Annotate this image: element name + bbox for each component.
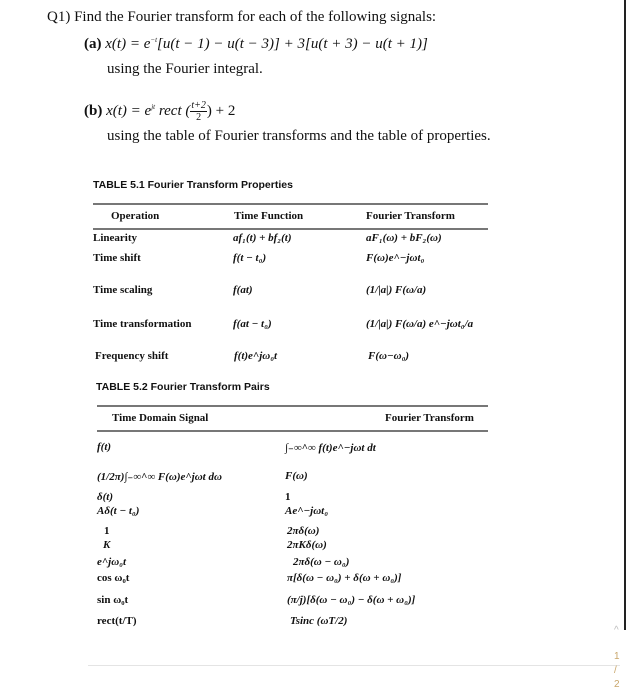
- table1-cell: F(ω−ω₀): [368, 350, 410, 362]
- table1-cell: aF₁(ω) + bF₂(ω): [366, 232, 442, 244]
- table2-cell: Aδ(t − t₀): [97, 505, 140, 517]
- exponent: −t: [150, 36, 158, 44]
- part-a-instruction: using the Fourier integral.: [107, 61, 263, 77]
- exponent: jt: [151, 102, 156, 111]
- table1-cell: f(t − t₀): [233, 252, 267, 264]
- table2-title: TABLE 5.2 Fourier Transform Pairs: [96, 381, 270, 393]
- table2-cell: 2πKδ(ω): [287, 539, 327, 551]
- table2-header-fourier-transform: Fourier Transform: [385, 412, 474, 424]
- table2-header-time-domain: Time Domain Signal: [112, 412, 209, 424]
- table2-cell: rect(t/T): [97, 615, 137, 627]
- table2-cell: 2πδ(ω − ω₀): [293, 556, 350, 568]
- table1-cell: af₁(t) + bf₂(t): [233, 232, 292, 244]
- table1-cell: Frequency shift: [95, 350, 169, 362]
- table1-cell: f(t)e^jω₀t: [234, 350, 278, 362]
- table2-cell: δ(t): [97, 491, 114, 503]
- page-current: 1: [614, 651, 620, 662]
- expr-rest: [u(t − 1) − u(t − 3)] + 3[u(t + 3) − u(t + 1)]: [157, 36, 428, 52]
- table2-cell: Ae^−jωt₀: [285, 505, 329, 517]
- part-b-equation: [84, 100, 235, 123]
- table2-cell: ∫₋∞^∞ f(t)e^−jωt dt: [285, 442, 376, 454]
- table2-cell: cos ω₀t: [97, 572, 130, 584]
- expr: x(t) = e: [106, 102, 152, 119]
- table1-cell: (1/|a|) F(ω/a) e^−jωt₀/a: [366, 318, 474, 330]
- question-title: Q1) Find the Fourier transform for each of the following signals:: [47, 9, 437, 25]
- numerator: t+2: [191, 100, 206, 111]
- table2-cell: 1: [104, 525, 110, 537]
- page-divider: [88, 665, 620, 666]
- table2-cell: K: [103, 539, 111, 551]
- table1-title: TABLE 5.1 Fourier Transform Properties: [93, 179, 293, 191]
- table2-cell: sin ω₀t: [97, 594, 129, 606]
- expr: x(t) = e: [105, 36, 151, 52]
- part-b-label: (b): [84, 102, 103, 119]
- part-a-equation: [84, 36, 428, 53]
- denominator: 2: [196, 112, 202, 123]
- table1-cell: f(at − t₀): [233, 318, 272, 330]
- table1-cell: f(at): [233, 284, 253, 296]
- table1-cell: Time scaling: [93, 284, 153, 296]
- table2-cell: Tsinc (ωT/2): [290, 615, 348, 627]
- table1-cell: Time shift: [93, 252, 141, 264]
- table1-header-fourier-transform: Fourier Transform: [366, 210, 455, 222]
- page-edge-line: [624, 0, 626, 630]
- table2-cell: f(t): [97, 441, 112, 453]
- table1-cell: (1/|a|) F(ω/a): [366, 284, 427, 296]
- table2-top-rule: [97, 405, 488, 407]
- part-a-label: (a): [84, 36, 102, 52]
- table2-cell: F(ω): [285, 470, 308, 482]
- table2-cell: (π/j)[δ(ω − ω₀) − δ(ω + ω₀)]: [287, 594, 416, 606]
- table1-cell: Time transformation: [93, 318, 192, 330]
- table1-cell: F(ω)e^−jωt₀: [366, 252, 425, 264]
- page-up-button[interactable]: ^: [614, 625, 619, 636]
- table1-cell: Linearity: [93, 232, 137, 244]
- table2-cell: e^jω₀t: [97, 556, 127, 568]
- table2-cell: 2πδ(ω): [287, 525, 320, 537]
- table2-cell: (1/2π)∫₋∞^∞ F(ω)e^jωt dω: [97, 471, 222, 483]
- table1-header-operation: Operation: [111, 210, 160, 222]
- page-total: 2: [614, 679, 620, 690]
- table2-header-rule: [97, 430, 488, 432]
- part-b-instruction: using the table of Fourier transforms and the table of properties.: [107, 128, 491, 144]
- rect: rect (: [155, 102, 191, 119]
- table1-header-time-function: Time Function: [234, 210, 304, 222]
- table2-cell: 1: [285, 491, 291, 503]
- table1-top-rule: [93, 203, 488, 205]
- fraction: [190, 100, 207, 123]
- expr-rest: ) + 2: [206, 102, 236, 119]
- table1-header-rule: [93, 228, 488, 230]
- page-separator: /: [614, 665, 617, 676]
- table2-cell: π[δ(ω − ω₀) + δ(ω + ω₀)]: [287, 572, 402, 584]
